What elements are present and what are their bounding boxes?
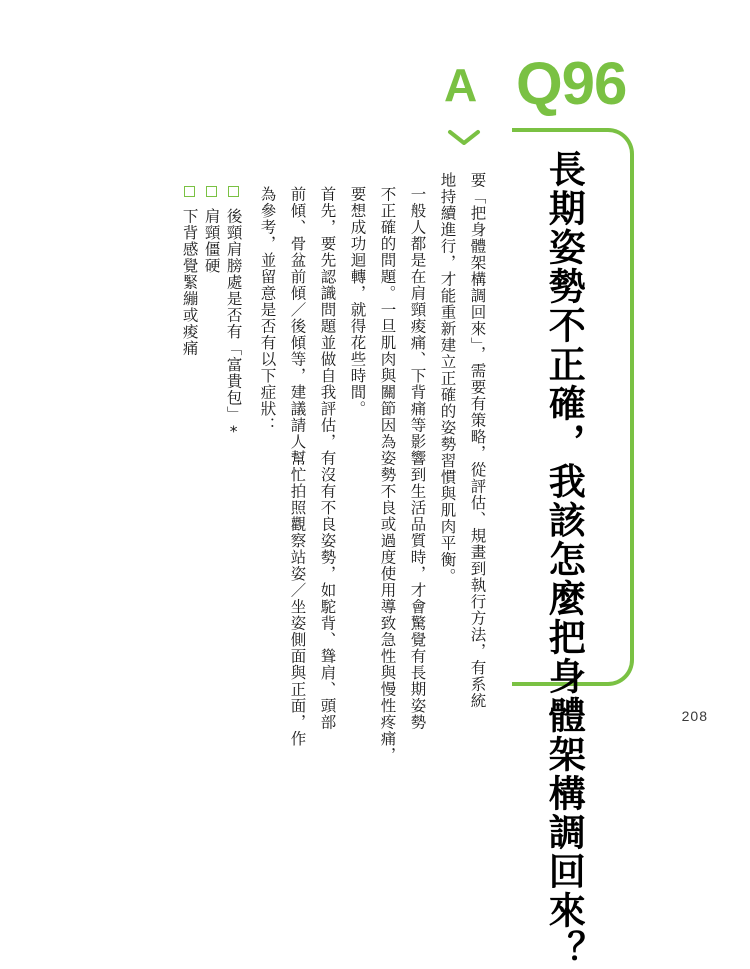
answer-label: A	[444, 59, 478, 111]
answer-line-8: 為參考，並留意是否有以下症狀：	[258, 186, 277, 434]
answer-line-5: 要想成功迴轉，就得花些時間。	[348, 186, 367, 417]
question-number: Q96	[516, 50, 627, 117]
page-number: 208	[681, 708, 708, 724]
list-item-label: 下背感覺緊繃或痠痛	[180, 208, 199, 357]
chevron-down-icon	[446, 128, 482, 156]
answer-line-2: 地持續進行，才能重新建立正確的姿勢習慣與肌肉平衡。	[438, 172, 457, 585]
answer-line-6: 首先，要先認識問題並做自我評估，有沒有不良姿勢，如駝背、聳肩、頭部	[318, 186, 337, 731]
answer-line-4: 不正確的問題。一旦肌肉與關節因為姿勢不良或過度使用導致急性與慢性疼痛，	[378, 186, 397, 764]
list-item-label: 肩頸僵硬	[202, 208, 221, 274]
symptom-checklist	[180, 186, 252, 486]
checkbox-icon[interactable]	[228, 186, 239, 197]
checkbox-icon[interactable]	[206, 186, 217, 197]
question-text: 長期姿勢不正確，我該怎麼把身體架構調回來？	[542, 150, 586, 969]
list-item-label: 後頸肩膀處是否有「富貴包」*	[224, 208, 243, 442]
checkbox-icon[interactable]	[184, 186, 195, 197]
answer-line-3: 一般人都是在肩頸痠痛、下背痛等影響到生活品質時，才會驚覺有長期姿勢	[408, 186, 427, 731]
answer-line-7: 前傾、骨盆前傾／後傾等，建議請人幫忙拍照觀察站姿／坐姿側面與正面，作	[288, 186, 307, 747]
answer-line-1: 要「把身體架構調回來」，需要有策略，從評估、規畫到執行方法，有系統	[468, 172, 487, 709]
